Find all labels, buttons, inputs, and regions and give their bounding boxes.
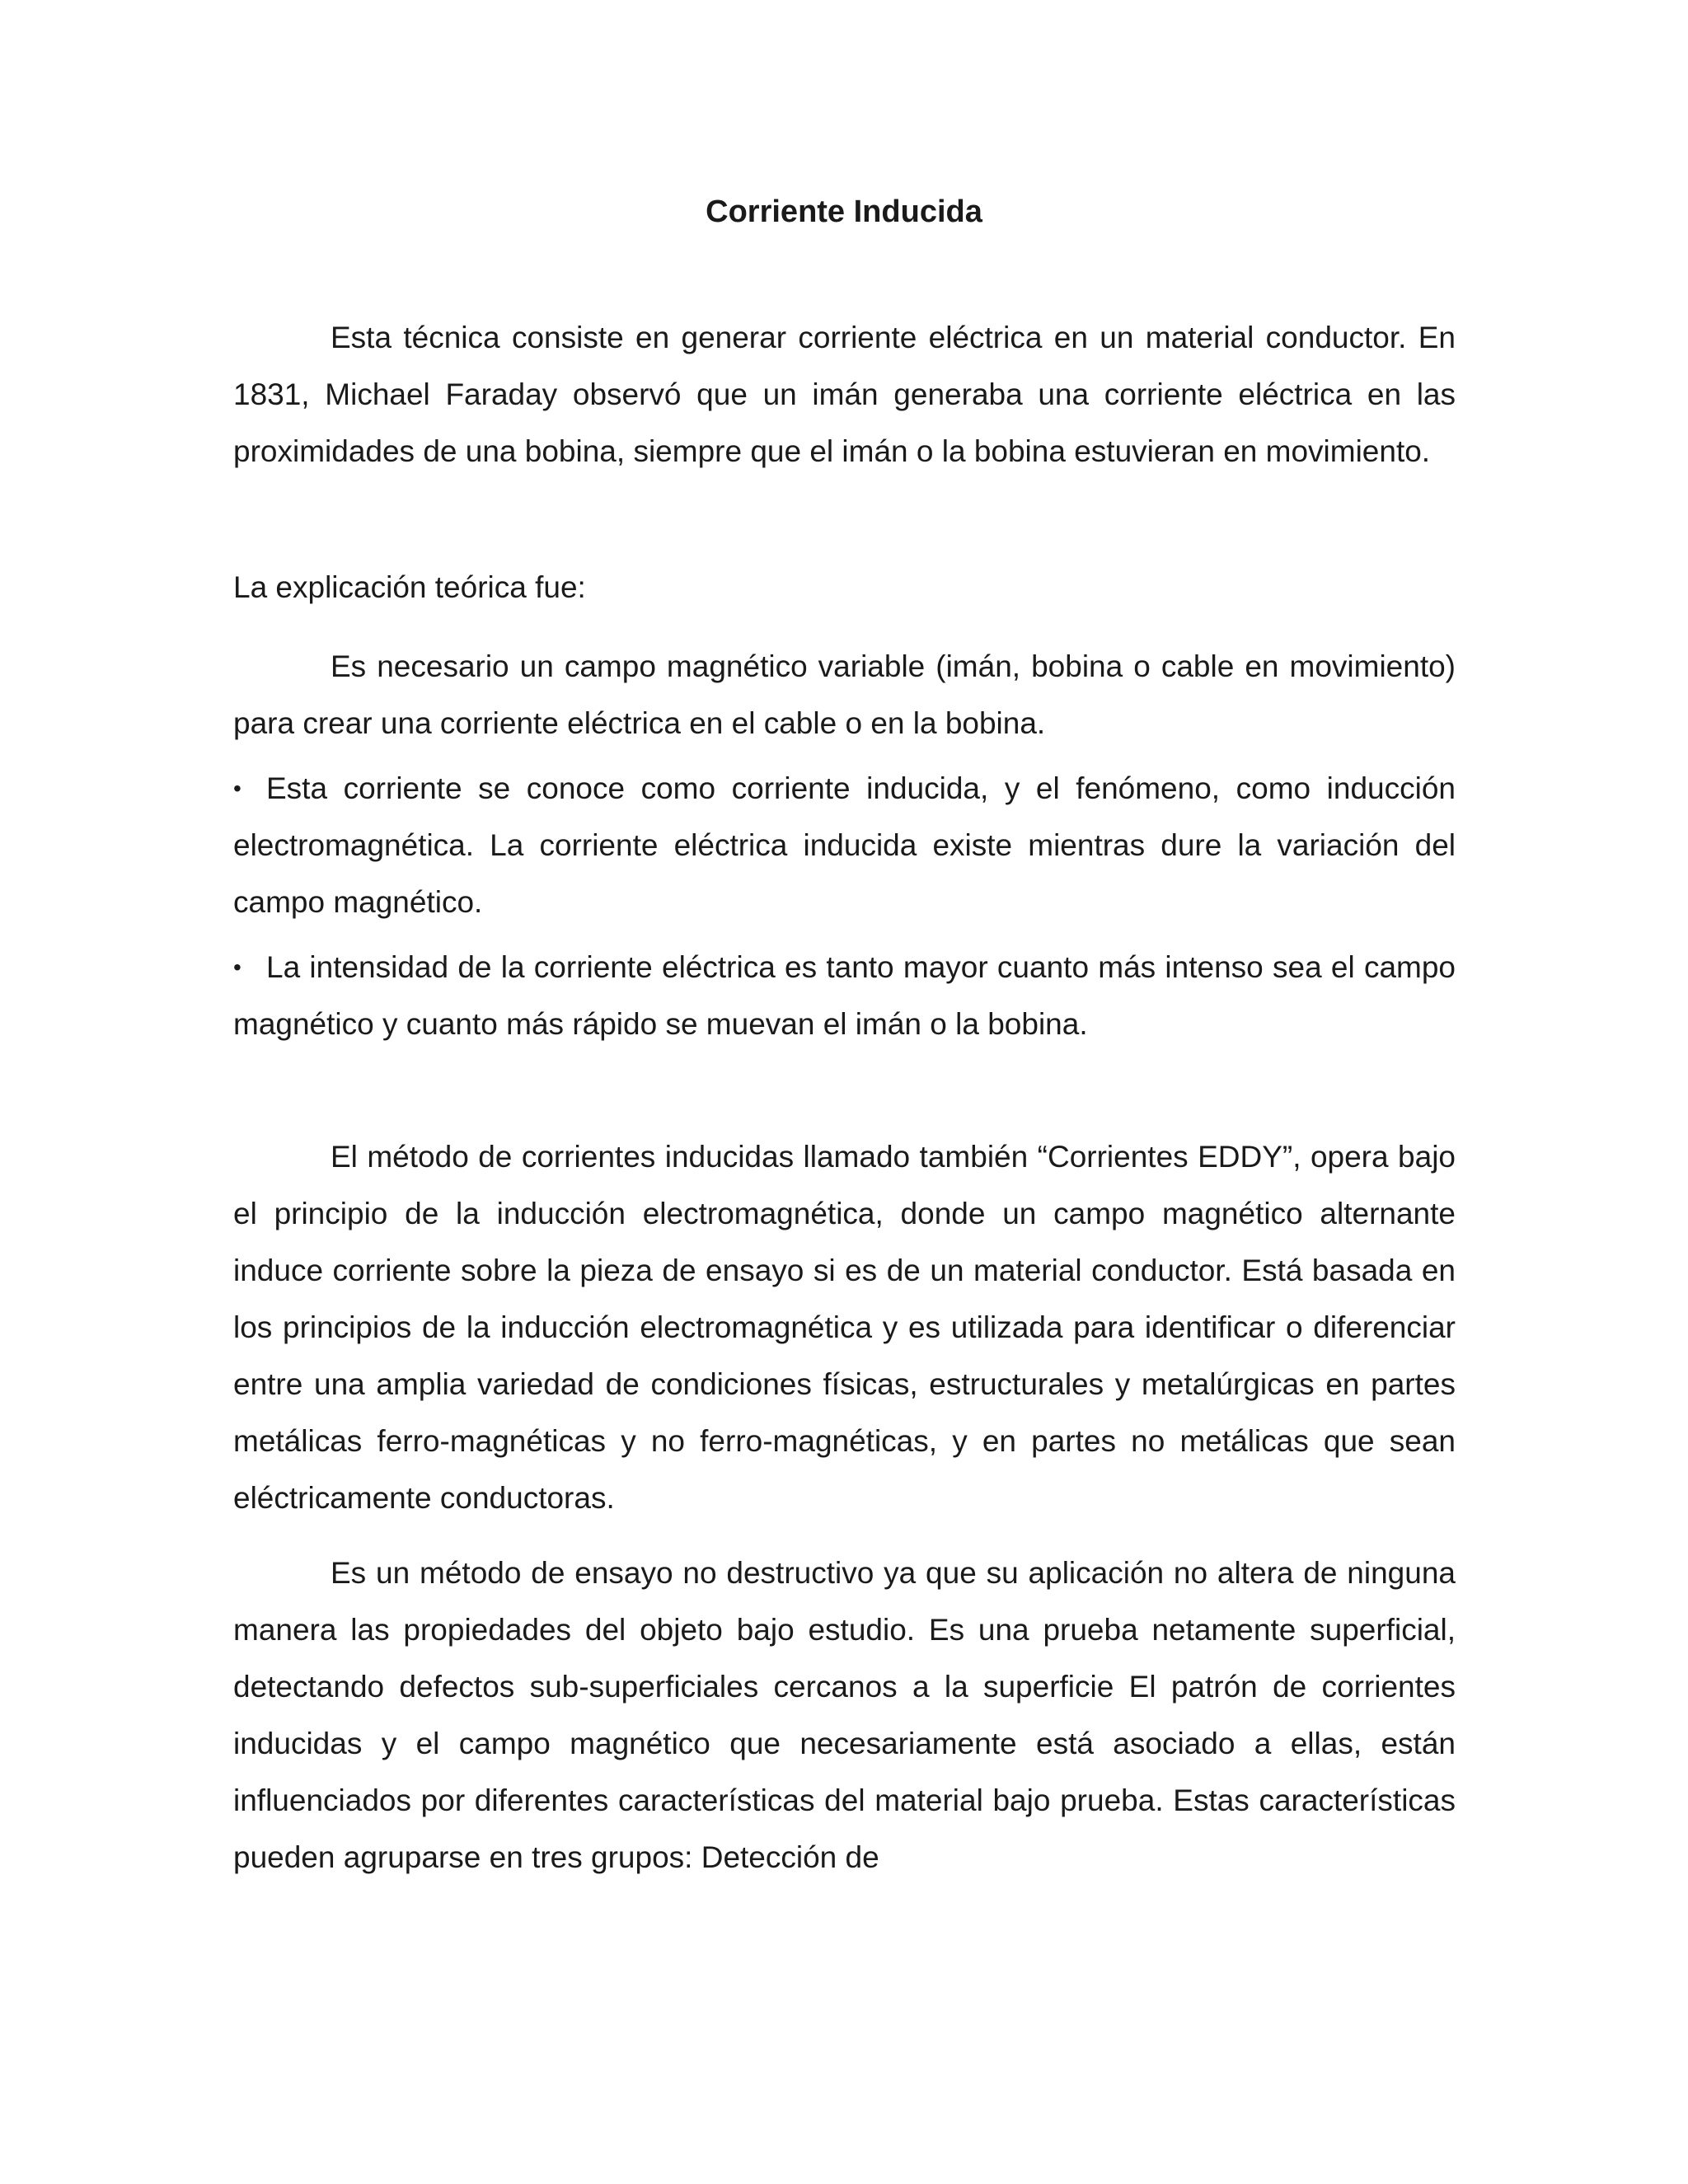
page-title: Corriente Inducida — [706, 194, 982, 229]
list-item — [233, 760, 1456, 930]
paragraph-eddy-currents: El método de corrientes inducidas llamado también “Corrientes EDDY”, opera bajo el principio de la inducción electromagnética, donde un campo magnético alternante induce corriente sobre la pieza de ensayo si es de un material conductor. Está basada en los principios de la inducción electromagnética y es utilizada para identificar o diferenciar entre una amplia variedad de condiciones físicas, estructurales y metalúrgicas en partes metálicas ferro-magnéticas y no ferro-magnéticas, y en partes no metálicas que sean eléctricamente conductoras. — [233, 1140, 1456, 1515]
paragraph-non-destructive: Es un método de ensayo no destructivo ya que su aplicación no altera de ninguna manera las propiedades del objeto bajo estudio. Es una prueba netamente superficial, detectando defectos sub-superficiales cercanos a la superficie El patrón de corrientes inducidas y el campo magnético que necesariamente está asociado a ellas, están influenciados por diferentes características del material bajo prueba. Estas características pueden agruparse en tres grupos: Detección de — [233, 1556, 1456, 1874]
bullet-icon: • — [233, 954, 241, 980]
list-item — [233, 939, 1456, 1052]
paragraph-variable-field: Es necesario un campo magnético variable (imán, bobina o cable en movimiento) para crear una corriente eléctrica en el cable o en la bobina. — [233, 649, 1456, 740]
bullet-list — [233, 760, 1456, 1061]
list-item-text: La intensidad de la corriente eléctrica es tanto mayor cuanto más intenso sea el campo magnético y cuanto más rápido se muevan el imán o la bobina. — [233, 950, 1456, 1041]
list-item-text: Esta corriente se conoce como corriente inducida, y el fenómeno, como inducción electromagnética. La corriente eléctrica inducida existe mientras dure la variación del campo magnético. — [233, 771, 1456, 919]
bullet-icon: • — [233, 776, 241, 801]
paragraph-intro: Esta técnica consiste en generar corriente eléctrica en un material conductor. En 1831, Michael Faraday observó que un imán generaba una corriente eléctrica en las proximidades de una bobina, siempre que el imán o la bobina estuvieran en movimiento. — [233, 321, 1456, 468]
paragraph-explanation-heading: La explicación teórica fue: — [233, 570, 586, 604]
